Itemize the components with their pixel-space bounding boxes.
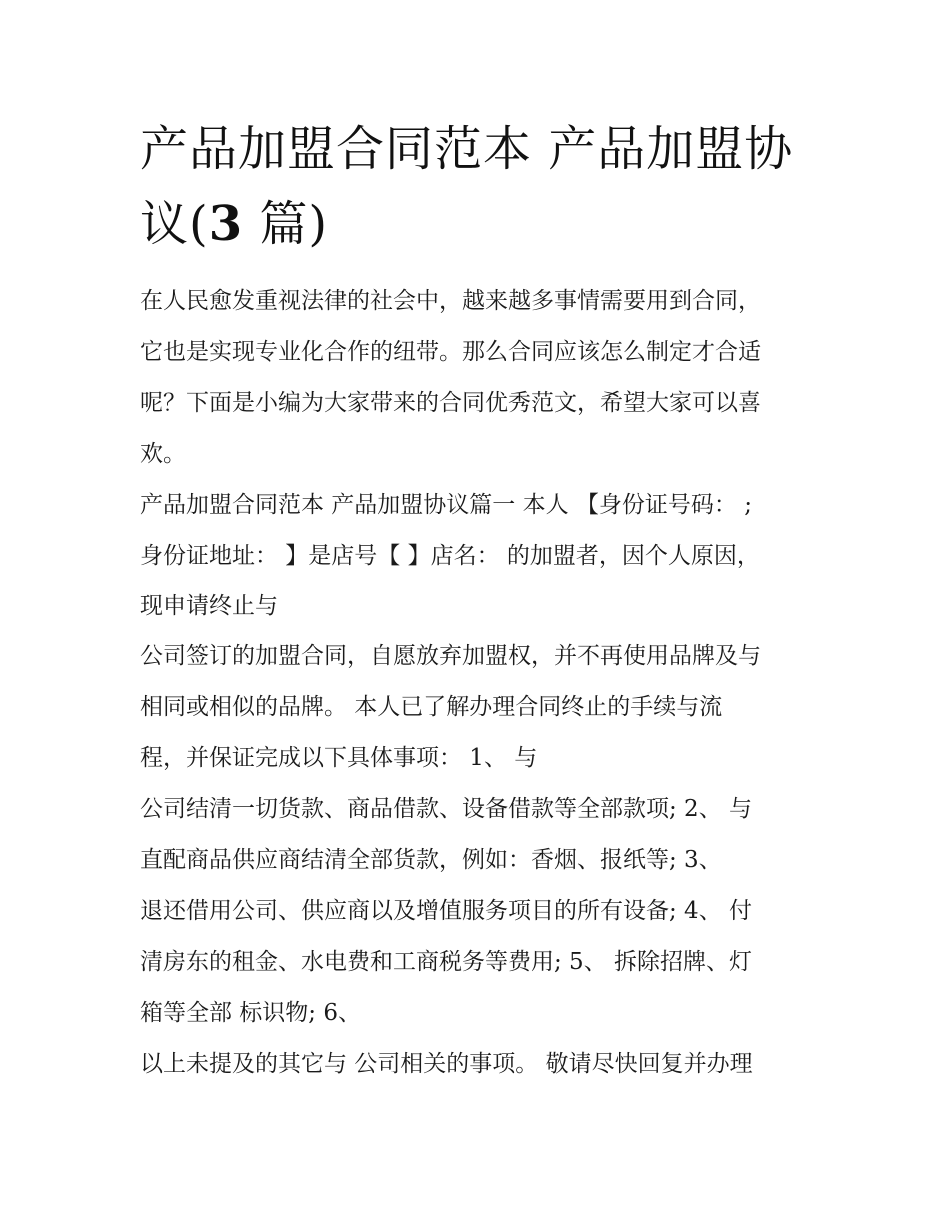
title-line-2-start: 议(	[140, 196, 209, 252]
title-line-1: 产品加盟合同范本 产品加盟协	[140, 121, 794, 177]
body-line: 以上未提及的其它与 公司相关的事项。 敬请尽快回复并办理	[140, 1051, 753, 1077]
body-line: 在人民愈发重视法律的社会中，越来越多事情需要用到合同，	[140, 288, 761, 314]
document-body	[140, 276, 820, 1090]
body-line: 现申请终止与	[140, 593, 278, 619]
body-line: 它也是实现专业化合作的纽带。那么合同应该怎么制定才合适	[140, 339, 761, 365]
body-line: 产品加盟合同范本 产品加盟协议篇一 本人 【身份证号码： ;	[140, 492, 752, 518]
title-line-2-end: 篇)	[243, 196, 329, 252]
body-line: 清房东的租金、水电费和工商税务等费用; 5、 拆除招牌、灯	[140, 949, 753, 975]
body-line: 箱等全部 标识物; 6、	[140, 1000, 362, 1026]
body-line: 程，并保证完成以下具体事项： 1、 与	[140, 745, 538, 771]
body-line: 直配商品供应商结清全部货款，例如：香烟、报纸等; 3、	[140, 847, 722, 873]
body-line: 欢。	[140, 441, 186, 467]
body-line: 退还借用公司、供应商以及增值服务项目的所有设备; 4、 付	[140, 898, 753, 924]
body-line: 身份证地址： 】是店号【 】店名： 的加盟者，因个人原因，	[140, 543, 760, 569]
title-count: 3	[208, 196, 244, 252]
body-line: 公司结清一切货款、商品借款、设备借款等全部款项; 2、 与	[140, 796, 753, 822]
body-line: 公司签订的加盟合同，自愿放弃加盟权，并不再使用品牌及与	[140, 643, 761, 669]
body-line: 呢？下面是小编为大家带来的合同优秀范文，希望大家可以喜	[140, 390, 761, 416]
body-line: 相同或相似的品牌。 本人已了解办理合同终止的手续与流	[140, 694, 723, 720]
document-title	[140, 112, 820, 262]
